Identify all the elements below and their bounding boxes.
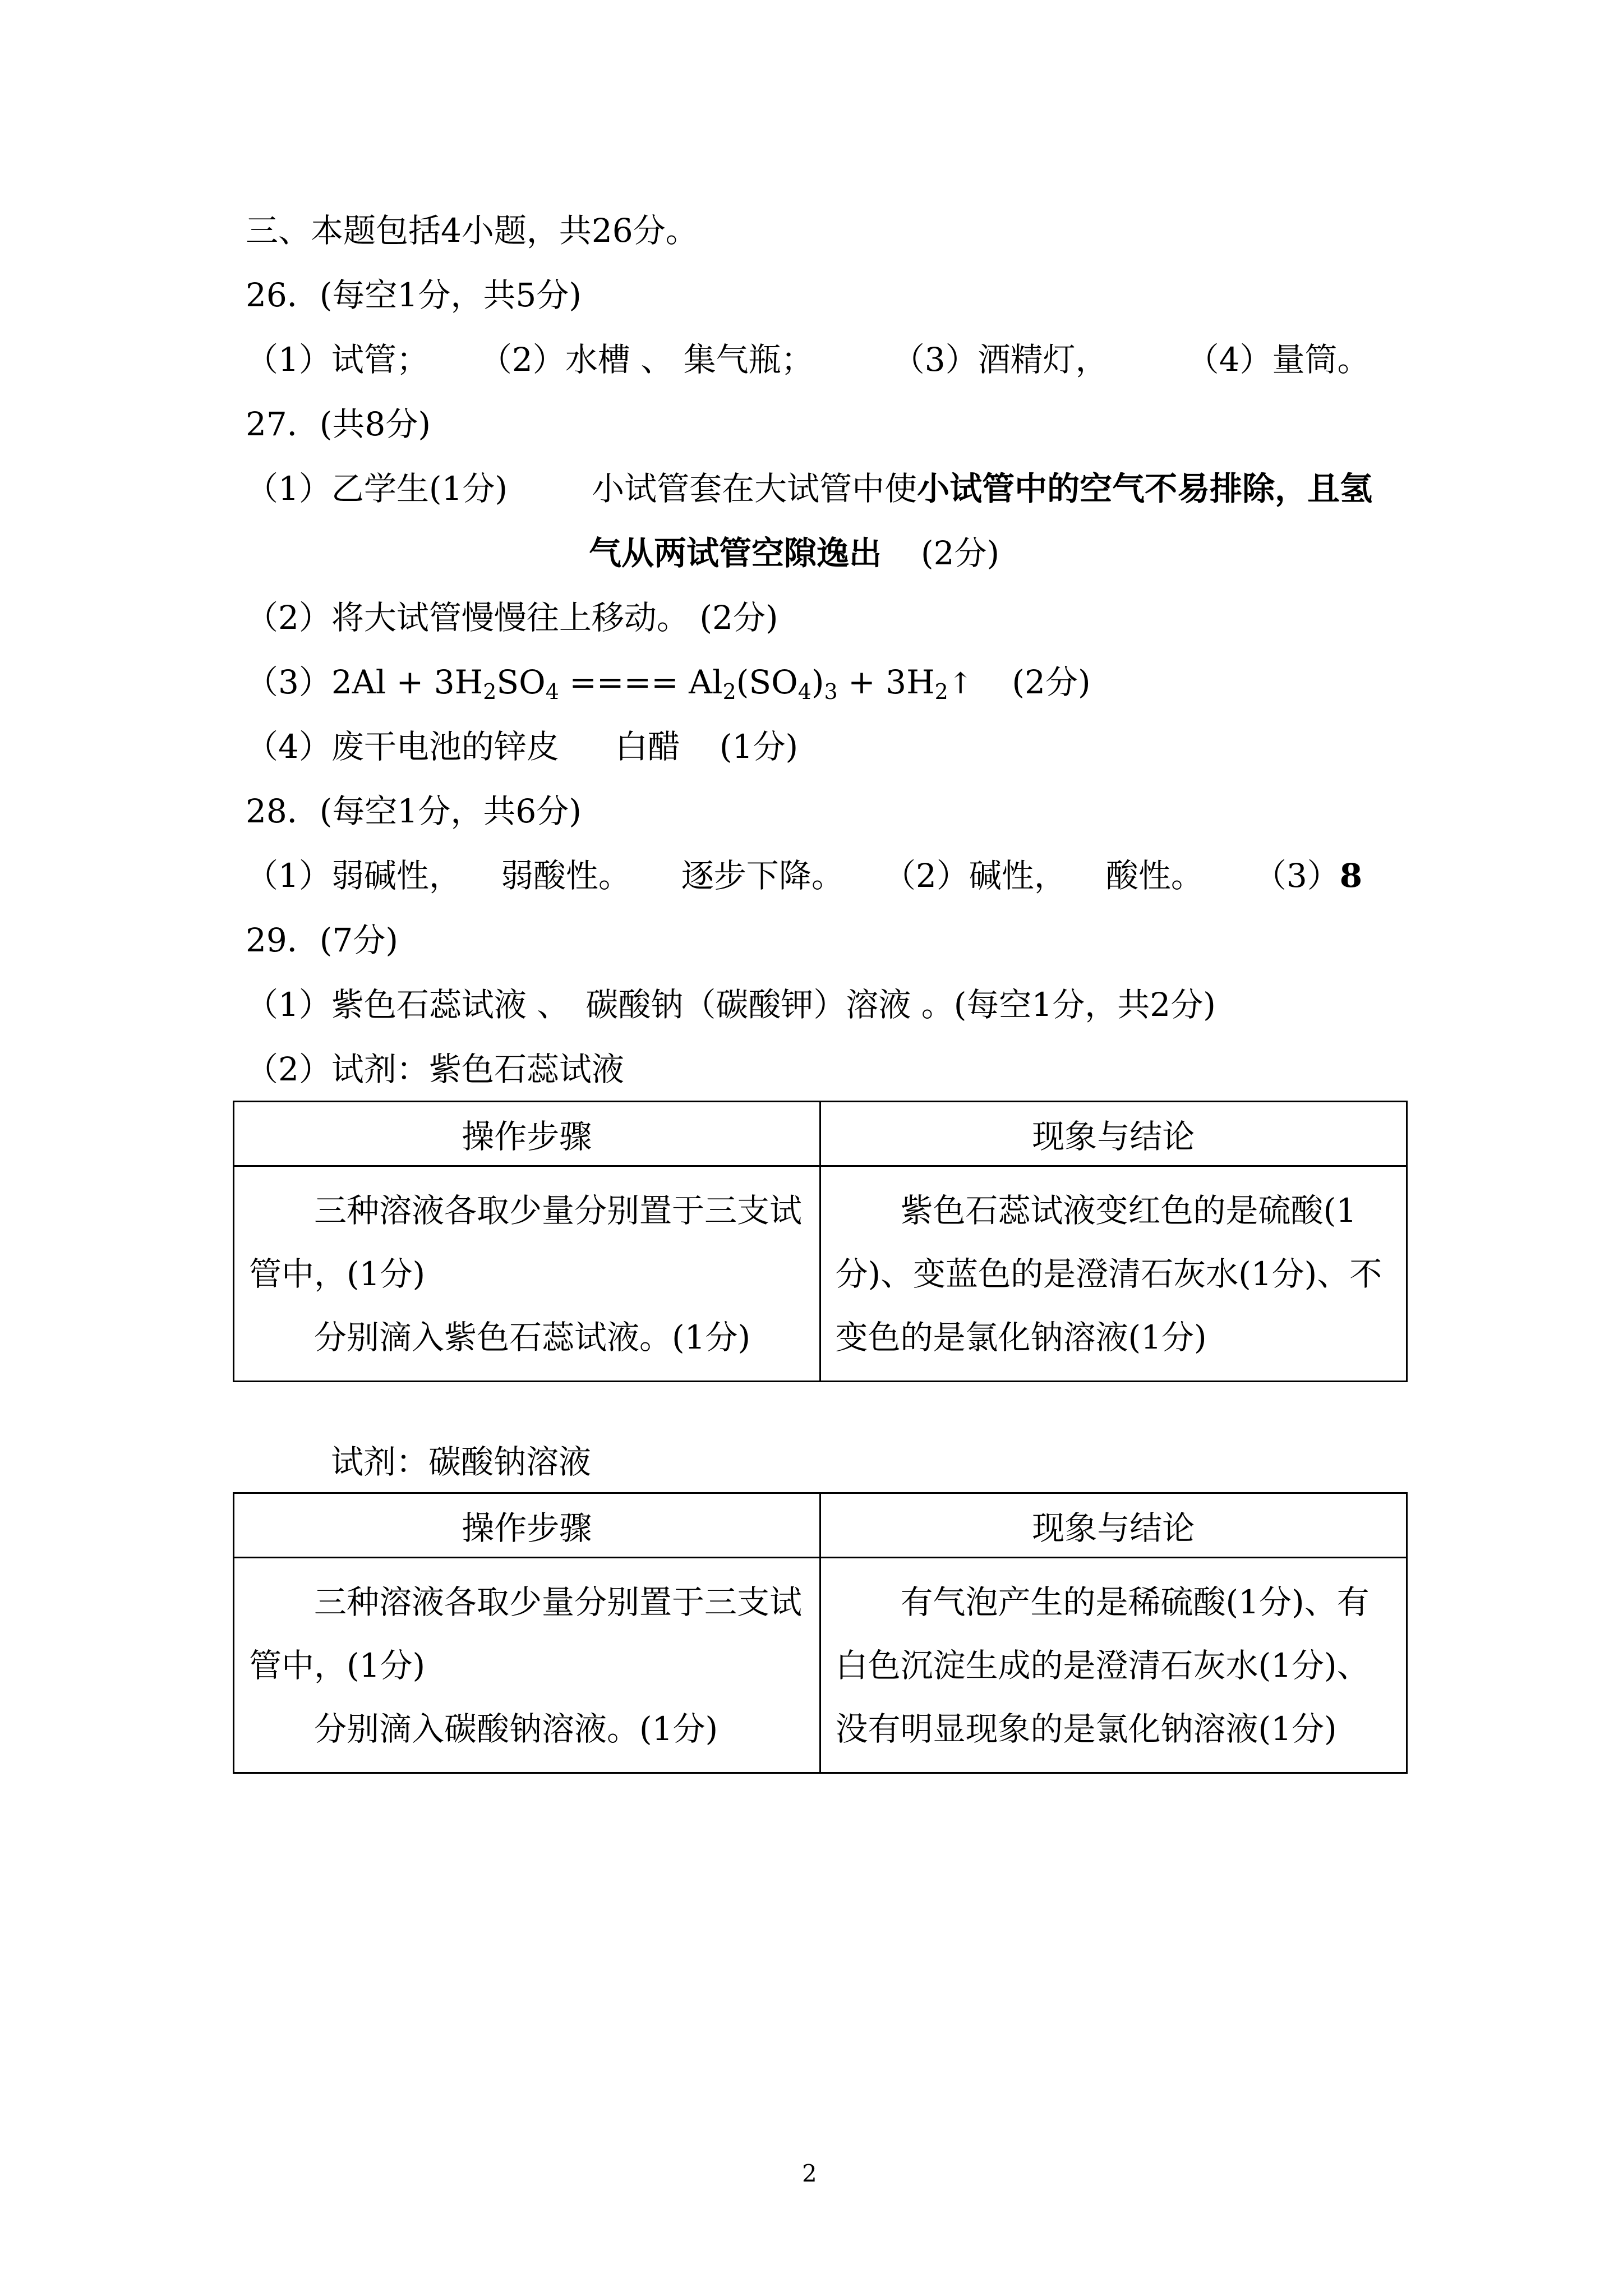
q28-answer-6-value: 8 [1339,857,1363,895]
q27-part3 [246,663,1091,704]
q29-part2: （2）试剂：紫色石蕊试液 [246,1050,624,1088]
q27-header: 27．(共8分) [246,405,431,443]
q29-part1: （1）紫色石蕊试液 、 碳酸钠（碳酸钾）溶液 。(每空1分，共2分) [246,986,1216,1024]
q26-header: 26．(每空1分，共5分) [246,276,582,314]
q28-answer-5: 酸性。 [1105,857,1204,895]
experiment-table-2 [233,1492,1408,1774]
q27-part1 [246,470,1373,508]
q26-answers [246,341,1370,379]
q28-answers [246,857,1363,895]
q26-answer-3: （3）酒精灯， [892,341,1108,379]
q29-header: 29．(7分) [246,921,398,959]
q26-answer-2: （2）水槽 、 集气瓶； [479,341,814,379]
q27-part1-score: (2分) [921,534,1000,572]
q27-part2: （2）将大试管慢慢往上移动。 (2分) [246,599,778,637]
q27-part4-b: 白醋 [615,728,680,766]
q27-part4 [246,728,799,766]
table-cell-results: 有气泡产生的是稀硫酸(1分)、有白色沉淀生成的是澄清石灰水(1分)、没有明显现象的是氯化钠溶液(1分) [820,1558,1407,1773]
q28-header: 28．(每空1分，共6分) [246,792,582,830]
q28-answer-1: （1）弱碱性， [246,857,462,895]
q27-part3-score: (2分) [1012,663,1091,701]
q27-part1-bold-a: 小试管中的空气不易排除，且氢 [917,470,1373,508]
q27-part1-text: 小试管套在大试管中使 [592,470,917,508]
table-cell-steps: 三种溶液各取少量分别置于三支试管中，(1分) 分别滴入碳酸钠溶液。(1分) [234,1558,820,1773]
section-heading: 三、本题包括4小题，共26分。 [246,211,698,250]
table-cell-results: 紫色石蕊试液变红色的是硫酸(1分)、变蓝色的是澄清石灰水(1分)、不变色的是氯化钠溶液(1分) [820,1166,1407,1382]
gas-arrow-icon: ↑ [948,667,973,701]
table-row [234,1166,1407,1382]
table-header-row [234,1102,1407,1166]
q27-part1-label: （1）乙学生(1分) [246,470,508,508]
q27-part1-bold-b: 气从两试管空隙逸出 [589,534,882,572]
experiment-table-1 [233,1101,1408,1382]
q26-answer-4: （4）量筒。 [1186,341,1370,379]
q28-answer-2: 弱酸性。 [500,857,631,895]
q28-answer-6-label: （3） [1253,857,1340,895]
q28-answer-3: 逐步下降。 [681,857,844,895]
q29-reagent-2: 试剂：碳酸钠溶液 [331,1443,592,1481]
chemical-equation: $2Al + 3H_2SO_4$ ==== $Al_2(SO_4)_3$ + $3H_2↑$ [331,663,973,704]
q27-part4-a: （4）废干电池的锌皮 [246,728,559,766]
table-header-steps: 操作步骤 [234,1493,820,1558]
q28-answer-4: （2）碱性， [883,857,1067,895]
q27-part3-label: （3） [246,663,331,701]
q26-answer-1: （1）试管； [246,341,429,379]
table-header-row [234,1493,1407,1558]
q27-part4-c: (1分) [719,728,799,766]
table-header-results: 现象与结论 [820,1102,1407,1166]
page-number: 2 [802,2160,817,2187]
table-row [234,1558,1407,1773]
q27-part1-cont [589,534,1000,572]
table-header-steps: 操作步骤 [234,1102,820,1166]
table-cell-steps: 三种溶液各取少量分别置于三支试管中，(1分) 分别滴入紫色石蕊试液。(1分) [234,1166,820,1382]
table-header-results: 现象与结论 [820,1493,1407,1558]
